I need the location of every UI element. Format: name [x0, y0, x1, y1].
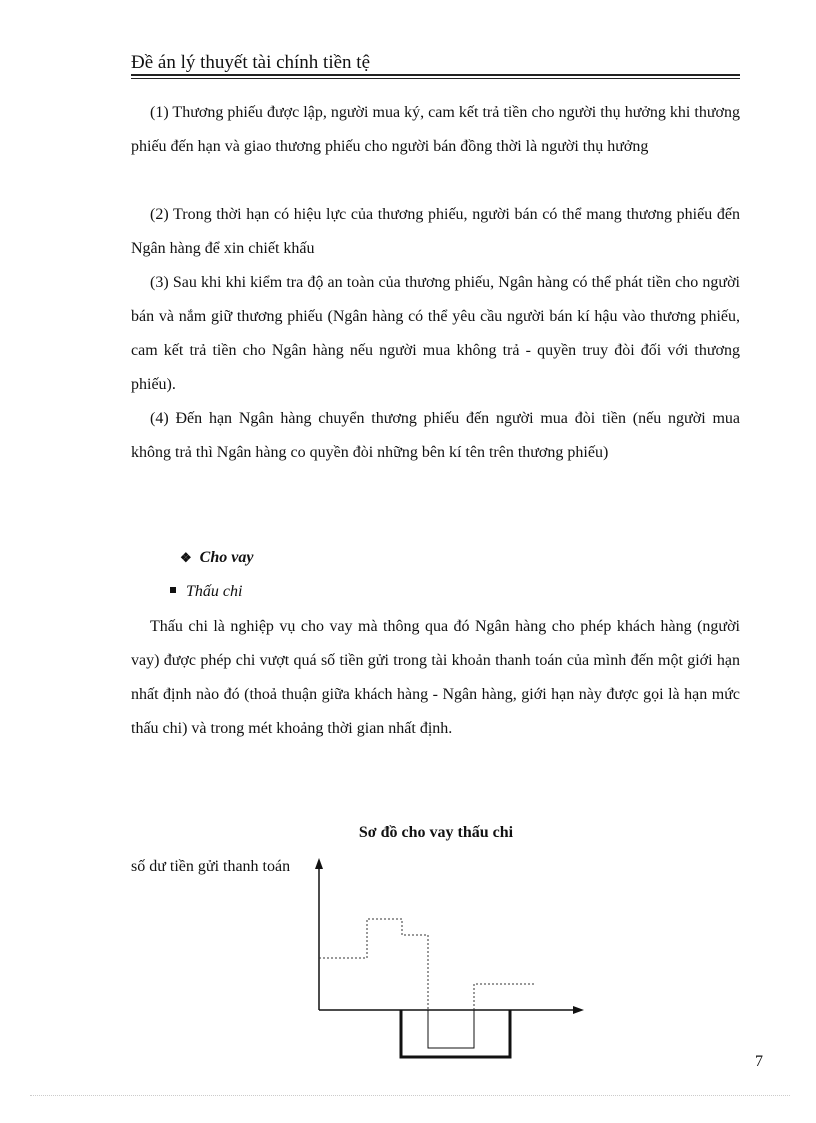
paragraph-overdraft-definition: Thấu chi là nghiệp vụ cho vay mà thông qua đó Ngân hàng cho phép khách hàng (người vay) được phép chi vượt quá số tiền gửi trong tài khoản thanh toán của mình đến một giới hạn nhất định nào đó (thoả thuận giữa khách hàng - Ngân hàng, giới hạn này được gọi là hạn mức thấu chi) và trong mét khoảng thời gian nhất định. — [131, 618, 740, 737]
diagram-title: Sơ đồ cho vay thấu chi — [358, 824, 514, 841]
diagram-y-axis-label: số dư tiền gửi thanh toán — [131, 858, 291, 875]
section-subheading-text: Thấu chi — [186, 583, 243, 600]
overdraft-diagram — [300, 855, 600, 1065]
diamond-bullet-icon: ❖ — [180, 550, 192, 565]
paragraph-step-1: (1) Thương phiếu được lập, người mua ký, cam kết trả tiền cho người thụ hưởng khi thương phiếu đến hạn và giao thương phiếu cho người bán đồng thời là người thụ hưởng — [131, 104, 740, 155]
x-axis-arrow-icon — [573, 1006, 584, 1014]
paragraph-step-4: (4) Đến hạn Ngân hàng chuyển thương phiếu đến người mua đòi tiền (nếu người mua không trả thì Ngân hàng co quyền đòi những bên kí tên trên thương phiếu) — [131, 410, 740, 461]
section-subheading — [170, 580, 242, 604]
recovery-balance-line — [474, 984, 535, 1010]
header-rule-thick — [131, 74, 740, 76]
page-number: 7 — [755, 1053, 763, 1070]
overdraft-limit-box — [401, 1010, 510, 1057]
y-axis-arrow-icon — [315, 858, 323, 869]
deposit-balance-line — [319, 919, 428, 1010]
section-heading — [180, 546, 253, 570]
section-heading-text: Cho vay — [199, 549, 254, 566]
paragraph-step-3: (3) Sau khi khi kiểm tra độ an toàn của thương phiếu, Ngân hàng có thể phát tiền cho người bán và nắm giữ thương phiếu (Ngân hàng có thể yêu cầu người bán kí hậu vào thương phiếu, cam kết trả tiền cho Ngân hàng nếu người mua không trả - quyền truy đòi đối với thương phiếu). — [131, 274, 740, 393]
footer-divider — [30, 1095, 790, 1096]
paragraph-step-2: (2) Trong thời hạn có hiệu lực của thương phiếu, người bán có thể mang thương phiếu đến Ngân hàng để xin chiết khấu — [131, 206, 740, 257]
square-bullet-icon — [170, 587, 176, 593]
overdraft-usage-line — [428, 1010, 474, 1048]
header-rule-thin — [131, 78, 740, 79]
document-header-title: Đề án lý thuyết tài chính tiền tệ — [131, 52, 371, 73]
